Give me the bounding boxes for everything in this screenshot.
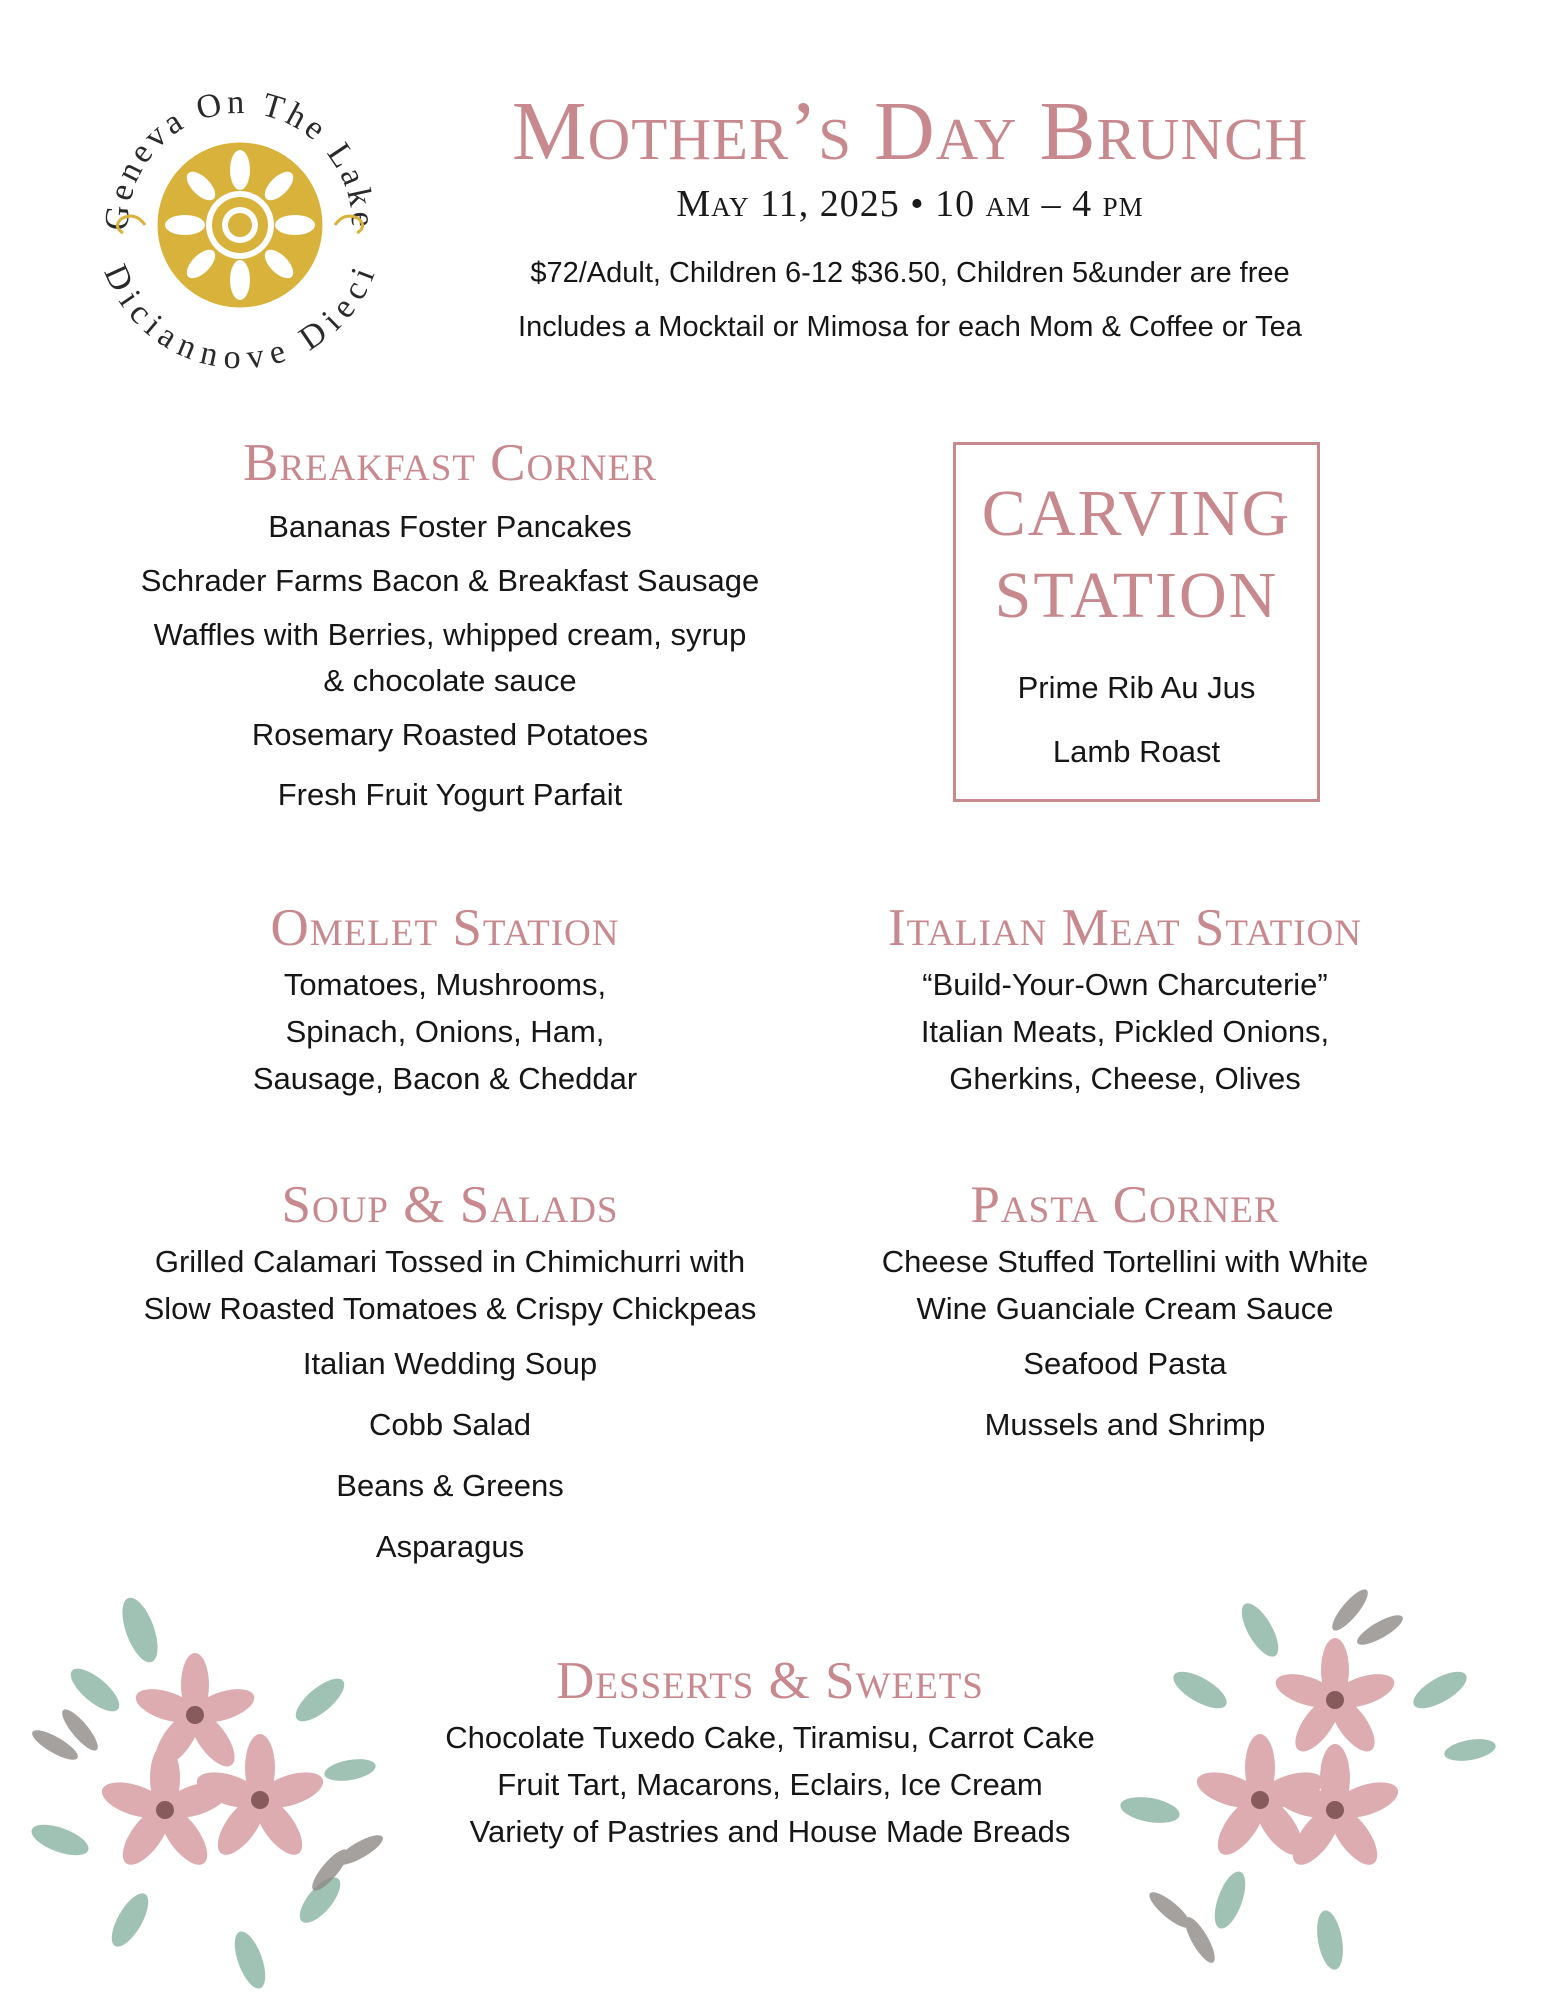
logo-top-text: Geneva On The Lake xyxy=(98,83,382,232)
menu-item: Schrader Farms Bacon & Breakfast Sausage xyxy=(140,563,760,598)
menu-item: Prime Rib Au Jus xyxy=(1017,670,1256,705)
menu-item: Seafood Pasta xyxy=(1023,1346,1227,1381)
menu-item: Chocolate Tuxedo Cake, Tiramisu, Carrot Cake xyxy=(445,1720,1095,1755)
section-title: Breakfast Corner xyxy=(243,434,657,492)
menu-item: Fresh Fruit Yogurt Parfait xyxy=(277,777,623,812)
section-title: Soup & Salads xyxy=(281,1176,619,1234)
event-date: May 11, 2025 • 10 am – 4 pm xyxy=(676,183,1144,225)
floral-bouquet-icon xyxy=(1110,1580,1530,2000)
menu-item: Cobb Salad xyxy=(368,1407,531,1442)
floral-bouquet-icon xyxy=(20,1570,440,1990)
carving-station-box xyxy=(953,442,1320,802)
desserts-section xyxy=(390,1648,1150,1855)
menu-item: Wine Guanciale Cream Sauce xyxy=(916,1291,1334,1326)
menu-item: Italian Wedding Soup xyxy=(302,1346,598,1381)
menu-item: Spinach, Onions, Ham, xyxy=(285,1014,605,1049)
header xyxy=(400,82,1420,348)
section-title: Desserts & Sweets xyxy=(556,1652,984,1710)
page-title: Mother’s Day Brunch xyxy=(511,85,1309,178)
menu-item: “Build-Your-Own Charcuterie” xyxy=(922,967,1328,1002)
pricing-text: $72/Adult, Children 6-12 $36.50, Children 5&under are free xyxy=(530,257,1290,289)
menu-item: Rosemary Roasted Potatoes xyxy=(251,717,649,752)
section-title: CARVING STATION xyxy=(981,477,1292,632)
section-title: Italian Meat Station xyxy=(888,899,1362,957)
menu-item: & chocolate sauce xyxy=(323,663,577,698)
menu-item: Tomatoes, Mushrooms, xyxy=(283,967,607,1002)
pasta-section xyxy=(840,1172,1410,1448)
logo xyxy=(90,75,390,375)
menu-item: Italian Meats, Pickled Onions, xyxy=(920,1014,1330,1049)
includes-text: Includes a Mocktail or Mimosa for each Mom & Coffee or Tea xyxy=(518,311,1302,343)
flower-emblem-icon xyxy=(90,75,390,375)
breakfast-section xyxy=(100,430,800,818)
section-title: Pasta Corner xyxy=(970,1176,1280,1234)
menu-item: Slow Roasted Tomatoes & Crispy Chickpeas xyxy=(143,1291,757,1326)
menu-item: Beans & Greens xyxy=(336,1468,564,1503)
menu-item: Gherkins, Cheese, Olives xyxy=(949,1061,1301,1096)
menu-item: Grilled Calamari Tossed in Chimichurri with xyxy=(154,1244,746,1279)
omelet-section xyxy=(100,895,790,1102)
menu-item: Variety of Pastries and House Made Breads xyxy=(469,1814,1071,1849)
logo-bottom-text: Diciannove Dieci xyxy=(96,259,384,375)
menu-item: Fruit Tart, Macarons, Eclairs, Ice Cream xyxy=(497,1767,1043,1802)
menu-item: Cheese Stuffed Tortellini with White xyxy=(881,1244,1369,1279)
soup-salads-section xyxy=(100,1172,800,1570)
menu-item: Mussels and Shrimp xyxy=(984,1407,1266,1442)
menu-item: Waffles with Berries, whipped cream, syrup xyxy=(153,617,747,652)
menu-item: Sausage, Bacon & Cheddar xyxy=(252,1061,638,1096)
section-title: Omelet Station xyxy=(270,899,620,957)
menu-item: Asparagus xyxy=(375,1529,525,1564)
italian-meat-section xyxy=(830,895,1420,1102)
menu-item: Lamb Roast xyxy=(1052,734,1221,769)
menu-item: Bananas Foster Pancakes xyxy=(268,509,632,544)
